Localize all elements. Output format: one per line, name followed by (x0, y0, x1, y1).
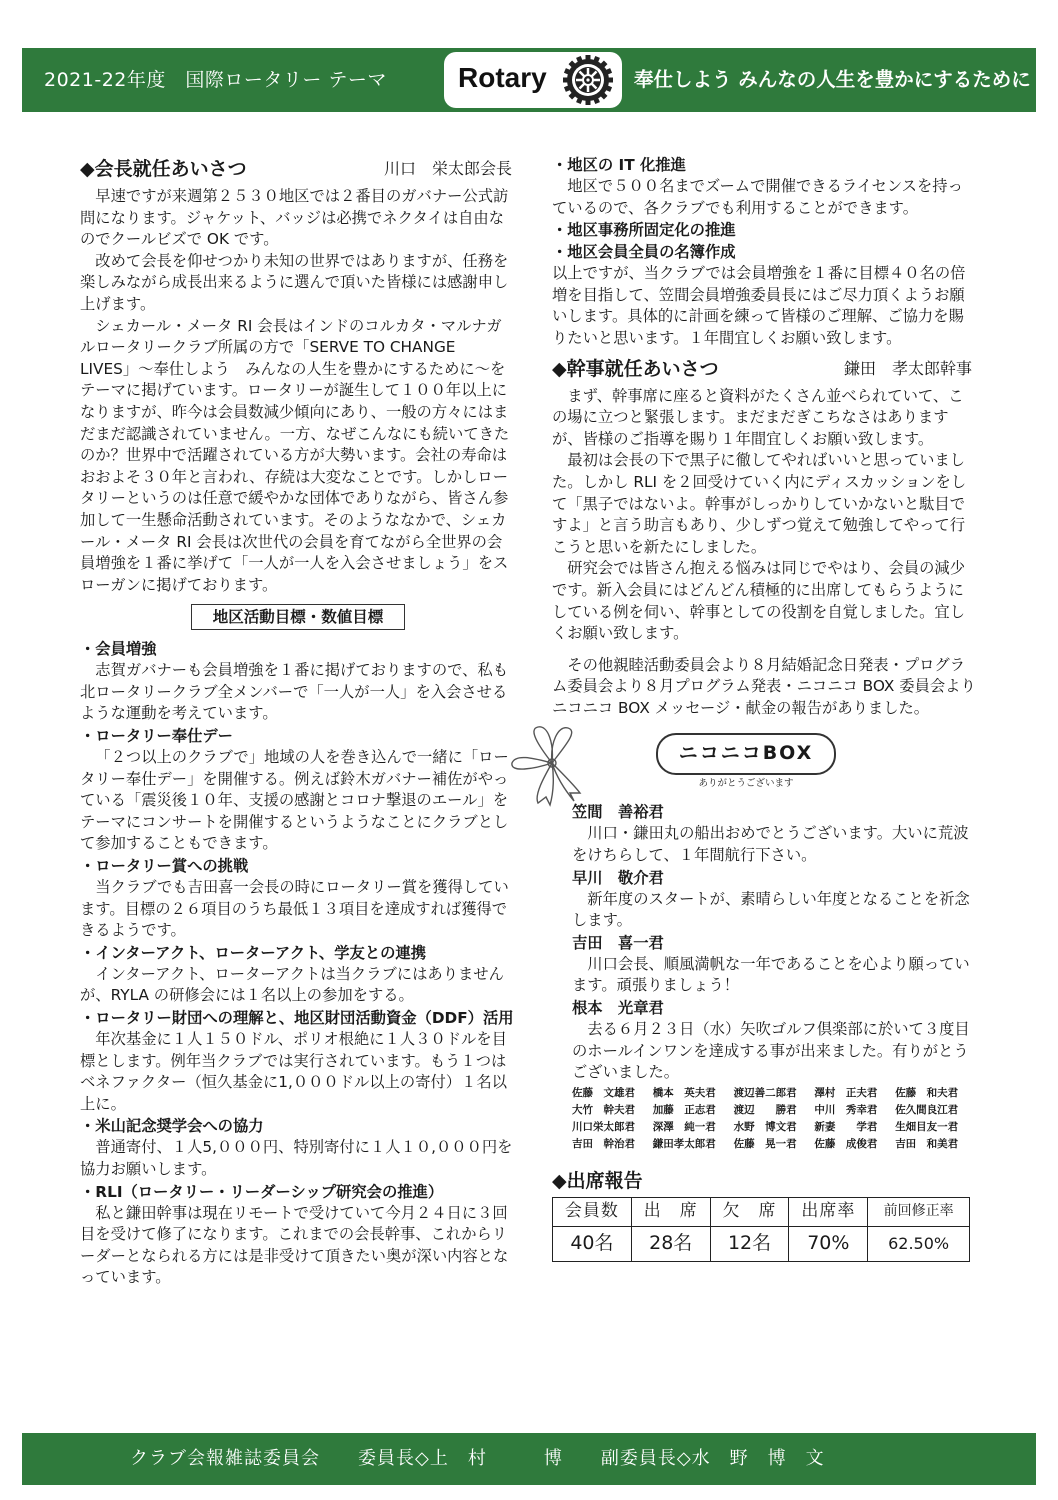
theme-year-label: 2021-22年度 国際ロータリー テーマ (44, 69, 387, 91)
greeting-paragraph: シェカール・メータ RI 会長はインドのコルカタ・マルナガルロータリークラブ所属の方で「SERVE TO CHANGE LIVES」～奉仕しよう みんなの人生を豊かにするために～をテーマに掲げています。ロータリーが誕生して１００年以上になりますが、昨今は会員数減少傾向にあり、一般の方々にはまだまだ認識されていません。一方、なぜこんなにも続いてきたのか？世界中で活躍されている方が大勢います。会社の寿命はおおよそ３０年と言われ、存続は大変なことです。しかしロータリーというのは任意で緩やかな団体でありながら、皆さん参加して一生懸命活動されています。そのようななかで、シェカール・メータ RI 会長は次世代の会員を育てながら全世界の会員増強を１番に挙げて「一人が一人を入会させましょう」をスローガンに掲げております。 (80, 316, 510, 594)
contributor-name: 佐藤 晃一君 (733, 1137, 797, 1150)
contributor-name: 川口栄太郎君 (572, 1120, 635, 1133)
contributor-name: 水野 博文君 (733, 1120, 797, 1133)
theme-text: 奉仕しよう みんなの人生を豊かにするために (634, 68, 1031, 91)
goal-heading: ・ロータリー賞への挑戦 (80, 857, 249, 876)
contributor-name: 大竹 幹夫君 (572, 1103, 635, 1116)
secretary-paragraph: まず、幹事席に座ると資料がたくさん並べられていて、この場に立つと緊張します。まだまだぎこちなさはありますが、皆様のご指導を賜り１年間宜しくお願い致します。 (552, 386, 964, 448)
goal-text: 年次基金に１人１５０ドル、ポリオ根絶に１人３０ドルを目標とします。例年当クラブでは実行されています。もう１つはベネファクター（恒久基金に1,０００ドル以上の寄付）１名以上に。 (80, 1030, 508, 1113)
contributor-name: 渡辺 勝君 (733, 1103, 797, 1116)
contributor-name: 橋本 英夫君 (652, 1086, 716, 1099)
goal-heading: ・ロータリー奉仕デー (80, 727, 233, 746)
attendance-table (552, 1197, 970, 1262)
nico-box-header (552, 719, 976, 801)
goal-text: 私と鎌田幹事は現在リモートで受けていて今月２４日に３回目を受けて修了になります。これまでの会長幹事、これからリーダーとなられる方には是非受けて頂きたい奥が深い内容となっています。 (80, 1203, 509, 1287)
contributor-name: 吉田 和美君 (895, 1137, 959, 1150)
greeting-paragraph: 改めて会長を仰せつかり未知の世界ではありますが、任務を楽しみながら成長出来るように選んで頂いた皆様には感謝申し上げます。 (80, 251, 509, 313)
nico-box-subtitle: ありがとうございます (698, 778, 794, 790)
other-report: その他親睦活動委員会より８月結婚記念日発表・プログラム委員会より８月プログラム発表・ニコニコ BOX 委員会よりニコニコ BOX メッセージ・献金の報告がありました。 (552, 655, 976, 717)
secretary-name: 鎌田 孝太郎幹事 (843, 358, 972, 378)
attendance-value: 70% (789, 1226, 868, 1261)
attendance-header: 出席率 (789, 1197, 868, 1226)
goals-conclusion: 以上ですが、当クラブでは会員増強を１番に目標４０名の倍増を目指して、笠間会員増強委員長にはご尽力頂くようお願いします。具体的に計画を練って皆様のご理解、ご協力を賜りたいと思います。１年間宜しくお願い致します。 (552, 264, 966, 347)
contributor-name: 佐藤 和夫君 (895, 1086, 959, 1099)
rotary-logo (444, 52, 622, 108)
nico-message: 川口・鎌田丸の船出おめでとうございます。大いに荒波をけちらして、１年間航行下さい。 (572, 824, 969, 865)
nico-member-name: 吉田 喜一君 (572, 933, 664, 952)
attendance-value-row (553, 1226, 970, 1261)
attendance-header: 出 席 (631, 1197, 710, 1226)
ribbon-icon (508, 723, 596, 807)
nico-member-name: 笠間 善裕君 (572, 803, 664, 822)
nico-message: 新年度のスタートが、素晴らしい年度となることを祈念します。 (572, 889, 970, 930)
contributor-name: 澤村 正夫君 (814, 1086, 878, 1099)
president-greeting-heading (80, 154, 516, 184)
contributor-name: 生畑目友一君 (895, 1120, 959, 1133)
attendance-value: 40名 (553, 1226, 632, 1261)
contributor-name: 加藤 正志君 (652, 1103, 716, 1116)
goal-text: 地区で５００名までズームで開催できるライセンスを持っているので、各クラブでも利用することができます。 (552, 177, 963, 217)
nico-message: 川口会長、順風満帆な一年であることを心より願っています。頑張りましょう！ (572, 954, 970, 995)
secretary-greeting-title: ◆幹事就任あいさつ (552, 357, 719, 380)
attendance-title: ◆出席報告 (552, 1169, 643, 1192)
president-name: 川口 栄太郎会長 (383, 159, 512, 178)
attendance-header: 欠 席 (710, 1197, 789, 1226)
goal-heading: ・会員増強 (80, 640, 157, 659)
contributor-name: 佐久間良江君 (895, 1103, 959, 1116)
goal-text: 「２つ以上のクラブで」地域の人を巻き込んで一緒に「ロータリー奉仕デー」を開催する。例えば鈴木ガバナー補佐がやっている「震災後１０年、支援の感謝とコロナ撃退のエール」をテーマにコンサートを開催するというようなことにクラブとして参加することもできます。 (80, 748, 509, 853)
goal-text: 普通寄付、１人5,０００円、特別寄付に１人１０,０００円を協力お願いします。 (80, 1138, 513, 1178)
contributor-row (572, 1085, 976, 1102)
attendance-value: 28名 (631, 1226, 710, 1261)
nico-member-name: 根本 光章君 (572, 999, 664, 1018)
goal-heading: ・地区会員全員の名簿作成 (552, 243, 736, 262)
nico-message: 去る６月２３日（水）矢吹ゴルフ倶楽部に於いて３度目のホールインワンを達成する事が出来ました。有りがとうございました。 (572, 1020, 970, 1082)
district-goals-title: 地区活動目標・数値目標 (191, 604, 405, 630)
attendance-header-row (553, 1197, 970, 1226)
goal-heading: ・インターアクト、ローターアクト、学友との連携 (80, 943, 427, 962)
nico-member-name: 早川 敬介君 (572, 868, 664, 887)
contributor-name: 鎌田孝太郎君 (652, 1137, 716, 1150)
contributor-name: 渡辺善二郎君 (733, 1086, 797, 1099)
contributor-name: 中川 秀幸君 (814, 1103, 878, 1116)
contributor-row (572, 1102, 976, 1119)
goal-heading: ・RLI（ロータリー・リーダーシップ研究会の推進） (80, 1182, 444, 1201)
president-greeting-title: ◆会長就任あいさつ (80, 158, 247, 180)
rotary-wheel-icon (562, 54, 614, 106)
contributor-name: 新妻 学君 (814, 1120, 878, 1133)
contributor-name: 吉田 幹治君 (572, 1137, 635, 1150)
attendance-value: 62.50% (868, 1226, 970, 1261)
goal-heading: ・ロータリー財団への理解と、地区財団活動資金（DDF）活用 (80, 1009, 514, 1027)
contributor-row (572, 1119, 976, 1136)
contributor-name: 佐藤 文雄君 (572, 1086, 635, 1099)
goal-heading: ・地区の IT 化推進 (552, 156, 686, 174)
header-band (22, 48, 1036, 112)
secretary-paragraph: 研究会では皆さん抱える悩みは同じでやはり、会員の減少です。新入会員にはどんどん積極的に出席してもらうようにしている例を伺い、幹事としての役割を自覚しました。宜しくお願い致します。 (552, 559, 966, 643)
goal-text: 志賀ガバナーも会員増強を１番に掲げておりますので、私も北ロータリークラブ全メンバーで「一人が一人」を入会させるような運動を考えています。 (80, 661, 509, 723)
contributor-name: 佐藤 成俊君 (814, 1137, 878, 1150)
footer-committee-text: クラブ会報雑誌委員会 委員長◇上 村 博 副委員長◇水 野 博 文 (130, 1448, 825, 1469)
left-column (80, 154, 516, 1289)
right-column (552, 154, 976, 1262)
attendance-header: 前回修正率 (868, 1197, 970, 1226)
contributor-row (572, 1136, 976, 1153)
attendance-header: 会員数 (553, 1197, 632, 1226)
goal-text: 当クラブでも吉田喜一会長の時にロータリー賞を獲得しています。目標の２６項目のうち最低１３項目を達成すれば獲得できるようです。 (80, 878, 509, 940)
rotary-logo-word: Rotary (458, 62, 547, 93)
contributor-list (572, 1085, 976, 1153)
greeting-paragraph: 早速ですが来週第２５３０地区では２番目のガバナー公式訪問になります。ジャケット、バッジは必携でネクタイは自由なのでクールビズで OK です。 (80, 187, 509, 249)
goal-heading: ・地区事務所固定化の推進 (552, 221, 736, 240)
contributor-name: 深澤 純一君 (652, 1120, 716, 1133)
goal-heading: ・米山記念奨学会への協力 (80, 1117, 264, 1136)
secretary-greeting-heading (552, 354, 976, 384)
nico-box-badge: ニコニコBOX (656, 733, 836, 775)
footer-band (22, 1433, 1036, 1485)
attendance-value: 12名 (710, 1226, 789, 1261)
secretary-paragraph: 最初は会長の下で黒子に徹してやればいいと思っていました。しかし RLI を２回受けていく内にディスカッションをして「黒子ではないよ。幹事がしっかりしていかないと駄目ですよ」と言う助言もあり、少しずつ覚えて勉強してやって行こうと思いを新たにしました。 (552, 451, 967, 556)
goal-text: インターアクト、ローターアクトは当クラブにはありませんが、RYLA の研修会には１名以上の参加をする。 (80, 964, 504, 1005)
